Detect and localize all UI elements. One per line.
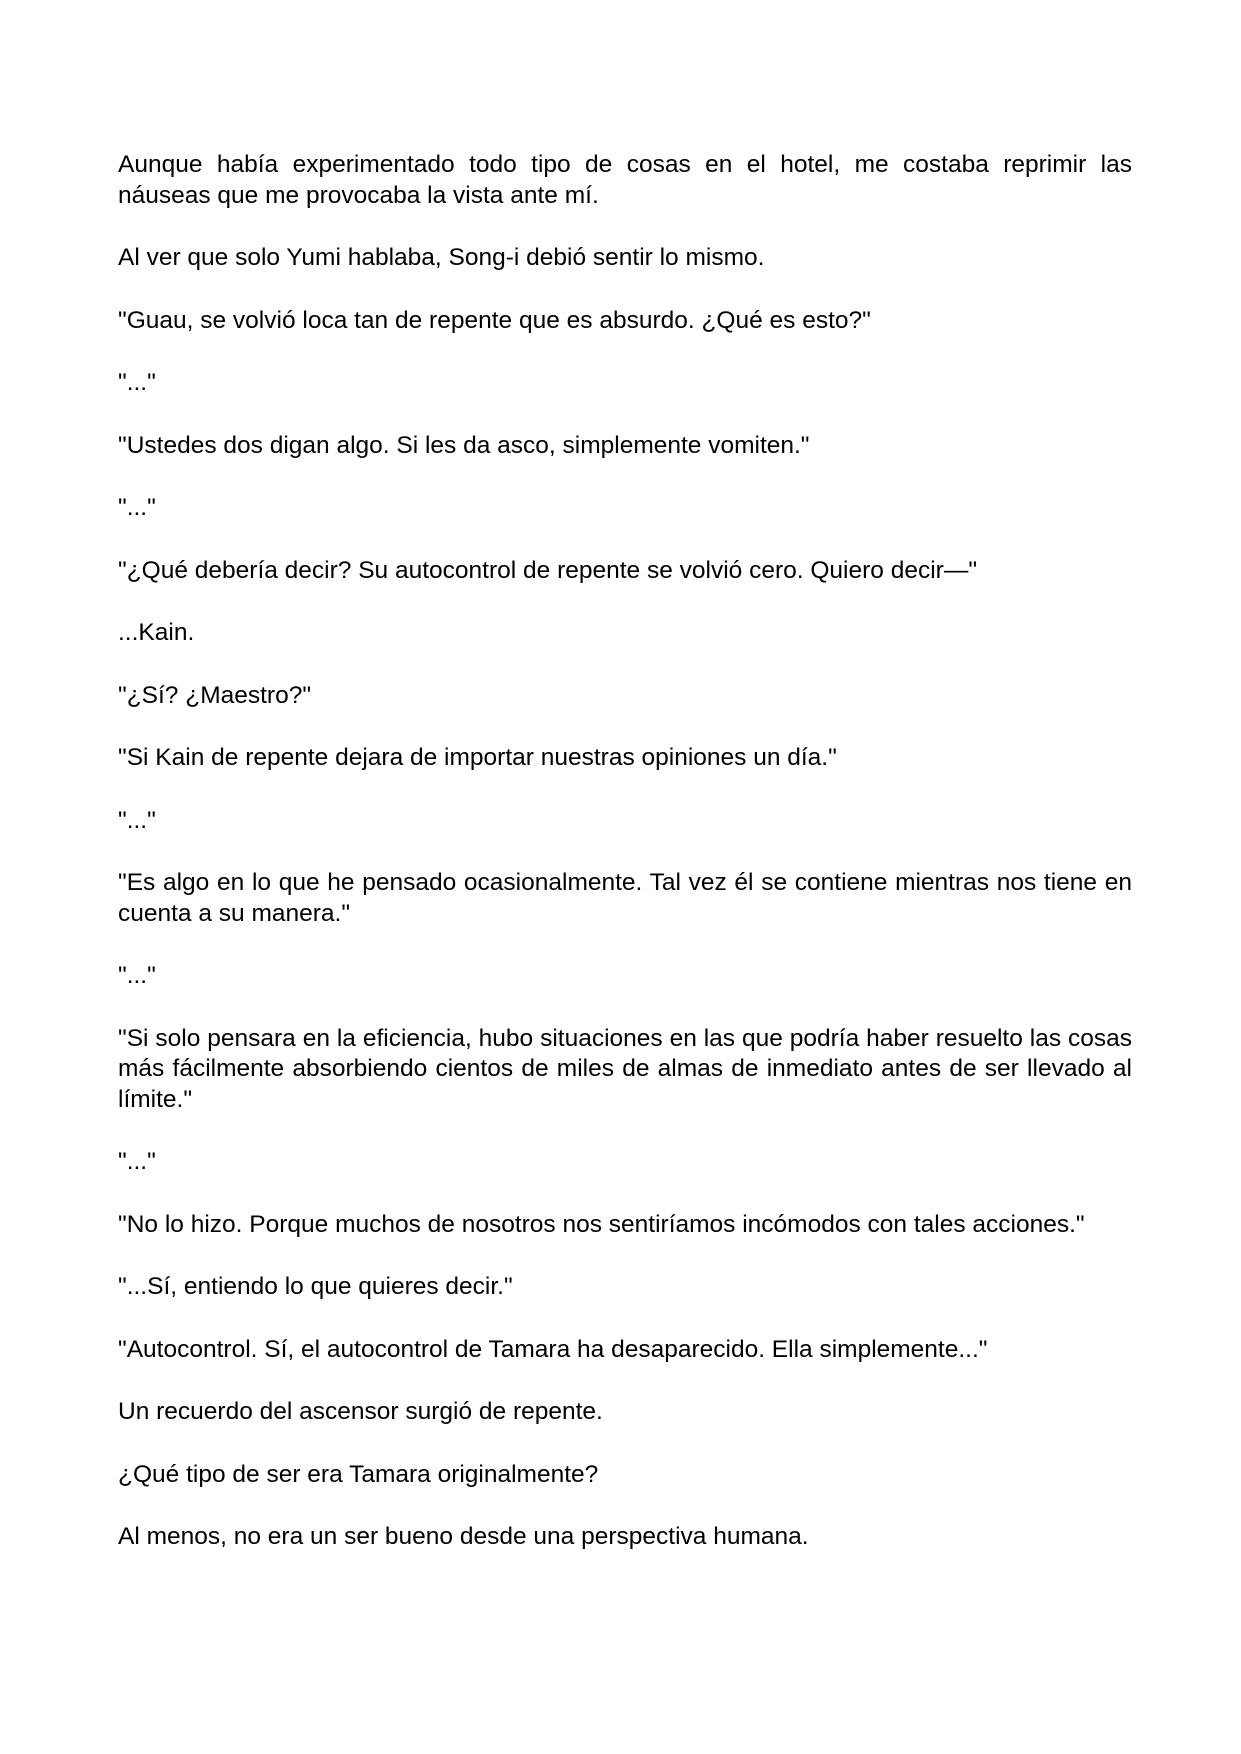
paragraph: "..."	[118, 1148, 156, 1175]
paragraph: ...Kain.	[118, 619, 195, 646]
document-body	[118, 150, 1132, 1585]
paragraph: "Si solo pensara en la eficiencia, hubo situaciones en las que podría haber resuelto las cosas más fácilmente absorbiendo cientos de miles de almas de inmediato antes de ser llevado al límite."	[118, 1024, 1132, 1113]
paragraph: "¿Qué debería decir? Su autocontrol de repente se volvió cero. Quiero decir—"	[118, 556, 978, 584]
paragraph: "¿Sí? ¿Maestro?"	[118, 681, 312, 709]
paragraph: "..."	[118, 369, 156, 396]
paragraph: "..."	[118, 806, 156, 834]
paragraph: "..."	[118, 962, 156, 989]
paragraph: Un recuerdo del ascensor surgió de repente.	[118, 1398, 603, 1425]
paragraph: Aunque había experimentado todo tipo de cosas en el hotel, me costaba reprimir las náuseas que me provocaba la vista ante mí.	[118, 151, 1132, 209]
paragraph: "..."	[118, 494, 156, 521]
paragraph: "Ustedes dos digan algo. Si les da asco, simplemente vomiten."	[118, 431, 810, 459]
paragraph: "...Sí, entiendo lo que quieres decir."	[118, 1273, 513, 1300]
paragraph: "Es algo en lo que he pensado ocasionalmente. Tal vez él se contiene mientras nos tiene en cuenta a su manera."	[118, 869, 1132, 927]
paragraph: "Autocontrol. Sí, el autocontrol de Tamara ha desaparecido. Ella simplemente..."	[118, 1335, 988, 1363]
paragraph: ¿Qué tipo de ser era Tamara originalmente?	[118, 1460, 599, 1488]
paragraph: "Guau, se volvió loca tan de repente que es absurdo. ¿Qué es esto?"	[118, 306, 871, 334]
paragraph: Al menos, no era un ser bueno desde una perspectiva humana.	[118, 1523, 809, 1550]
paragraph: "No lo hizo. Porque muchos de nosotros nos sentiríamos incómodos con tales acciones."	[118, 1210, 1085, 1238]
paragraph: "Si Kain de repente dejara de importar nuestras opiniones un día."	[118, 744, 837, 771]
paragraph: Al ver que solo Yumi hablaba, Song-i debió sentir lo mismo.	[118, 244, 765, 271]
